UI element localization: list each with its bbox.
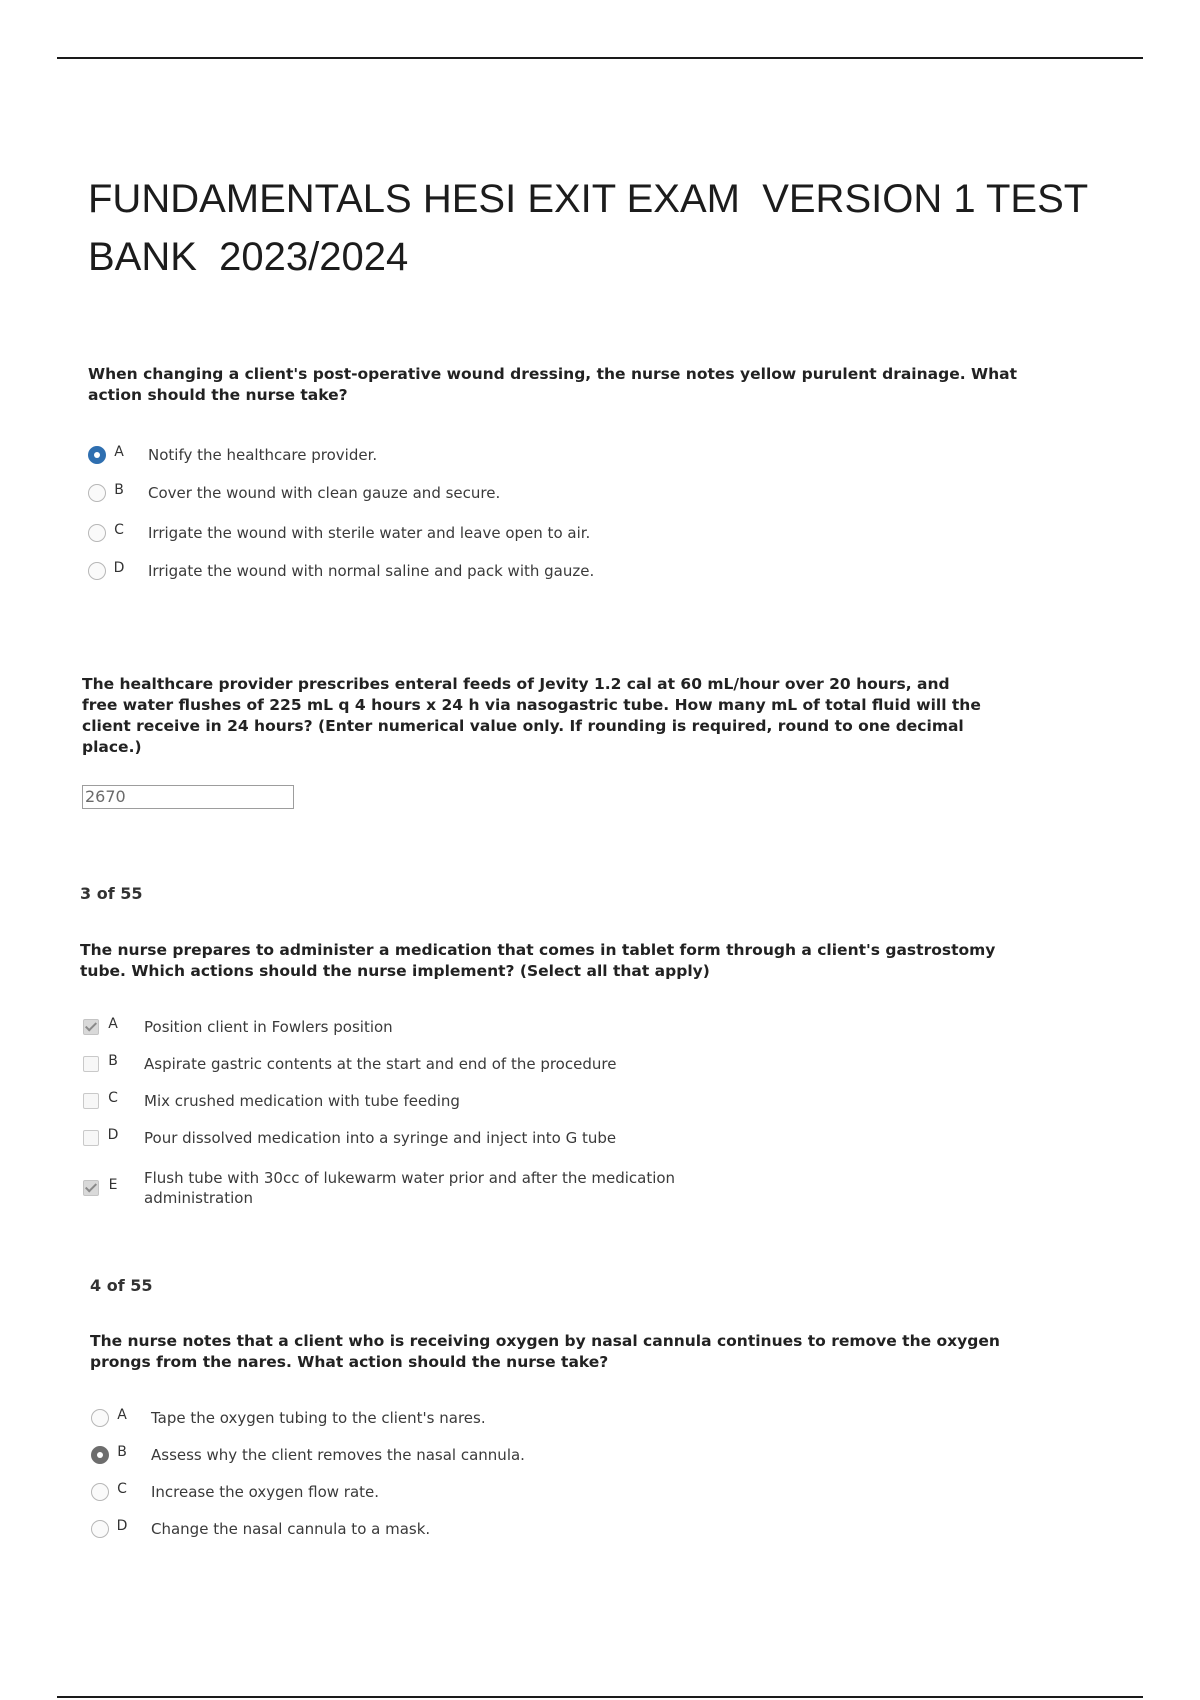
option-text: Assess why the client removes the nasal cannula. xyxy=(151,1446,525,1464)
option-b[interactable] xyxy=(89,1444,525,1466)
radio-icon[interactable] xyxy=(91,1409,109,1427)
top-rule xyxy=(57,57,1143,59)
checkbox-icon[interactable] xyxy=(83,1130,99,1146)
option-text: Tape the oxygen tubing to the client's nares. xyxy=(151,1409,486,1427)
checkbox-icon[interactable] xyxy=(83,1093,99,1109)
question-3-text: The nurse prepares to administer a medication that comes in tablet form through a client's gastrostomy tube. Which actions should the nurse implement? (Select all that apply) xyxy=(80,941,996,980)
checkbox-checked-icon[interactable] xyxy=(83,1180,99,1196)
option-letter: C xyxy=(108,1090,118,1106)
question-4 xyxy=(90,1331,1020,1373)
numeric-answer-input[interactable]: 2670 xyxy=(82,785,294,809)
radio-icon[interactable] xyxy=(88,562,106,580)
option-text: Cover the wound with clean gauze and secure. xyxy=(148,484,501,502)
option-letter: B xyxy=(117,1444,127,1460)
option-letter: E xyxy=(108,1177,118,1193)
option-text: Change the nasal cannula to a mask. xyxy=(151,1520,431,1538)
question-2-text: The healthcare provider prescribes enteral feeds of Jevity 1.2 cal at 60 mL/hour over 20 hours, and free water flushes of 225 mL q 4 hours x 24 h via nasogastric tube. How many mL of total fluid will the client receive in 24 hours? (Enter numerical value only. If rounding is required, round to one decimal place.) xyxy=(82,675,981,756)
option-letter: B xyxy=(114,482,124,498)
option-text: Notify the healthcare provider. xyxy=(148,446,378,464)
option-a[interactable] xyxy=(86,444,377,466)
option-d[interactable] xyxy=(89,1518,430,1540)
question-2 xyxy=(82,674,982,758)
option-text: Increase the oxygen flow rate. xyxy=(151,1483,380,1501)
question-4-text: The nurse notes that a client who is receiving oxygen by nasal cannula continues to remove the oxygen prongs from the nares. What action should the nurse take? xyxy=(90,1332,1000,1371)
option-letter: A xyxy=(114,444,124,460)
option-letter: C xyxy=(114,522,124,538)
option-letter: C xyxy=(117,1481,127,1497)
option-text: Flush tube with 30cc of lukewarm water prior and after the medication administration xyxy=(144,1169,676,1207)
option-c[interactable] xyxy=(80,1090,460,1112)
document-title: FUNDAMENTALS HESI EXIT EXAM VERSION 1 TEST BANK 2023/2024 xyxy=(88,177,1099,279)
option-letter: D xyxy=(113,560,125,576)
option-b[interactable] xyxy=(86,482,500,504)
option-a[interactable] xyxy=(80,1016,393,1038)
radio-icon[interactable] xyxy=(91,1520,109,1538)
radio-selected-icon[interactable] xyxy=(91,1446,109,1464)
option-c[interactable] xyxy=(89,1481,379,1503)
option-letter: D xyxy=(116,1518,128,1534)
option-text: Irrigate the wound with normal saline and pack with gauze. xyxy=(148,562,595,580)
option-text: Pour dissolved medication into a syringe and inject into G tube xyxy=(144,1129,617,1147)
radio-icon[interactable] xyxy=(88,484,106,502)
question-3-counter: 3 of 55 xyxy=(80,884,143,903)
question-1-text: When changing a client's post-operative wound dressing, the nurse notes yellow purulent drainage. What action should the nurse take? xyxy=(88,365,1017,404)
bottom-rule xyxy=(57,1696,1143,1698)
option-c[interactable] xyxy=(86,522,590,544)
option-text: Irrigate the wound with sterile water and leave open to air. xyxy=(148,524,591,542)
radio-icon[interactable] xyxy=(88,524,106,542)
option-letter: A xyxy=(117,1407,127,1423)
option-a[interactable] xyxy=(89,1407,486,1429)
radio-selected-icon[interactable] xyxy=(88,446,106,464)
option-text: Mix crushed medication with tube feeding xyxy=(144,1092,460,1110)
option-text: Aspirate gastric contents at the start and end of the procedure xyxy=(144,1055,617,1073)
checkbox-icon[interactable] xyxy=(83,1056,99,1072)
radio-icon[interactable] xyxy=(91,1483,109,1501)
question-1 xyxy=(88,364,1028,406)
option-e[interactable] xyxy=(80,1168,714,1208)
option-d[interactable] xyxy=(80,1127,616,1149)
question-4-counter: 4 of 55 xyxy=(90,1276,153,1295)
question-3 xyxy=(80,940,1010,982)
option-text: Position client in Fowlers position xyxy=(144,1018,393,1036)
option-d[interactable] xyxy=(86,560,594,582)
option-letter: A xyxy=(108,1016,118,1032)
checkbox-checked-icon[interactable] xyxy=(83,1019,99,1035)
option-letter: B xyxy=(108,1053,118,1069)
option-letter: D xyxy=(107,1127,119,1143)
option-b[interactable] xyxy=(80,1053,616,1075)
